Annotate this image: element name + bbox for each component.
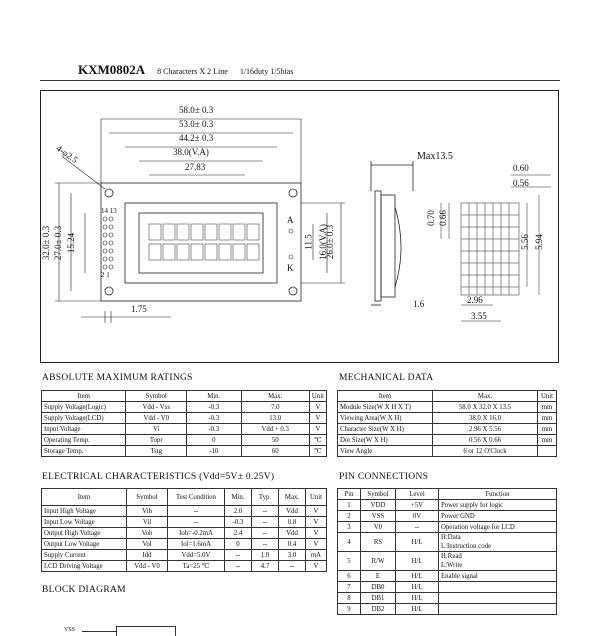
- drawing-svg: [41, 91, 560, 364]
- header: [78, 61, 293, 79]
- dim-070: 0.70: [425, 210, 436, 226]
- table-row: 5 R/W H/L H:Read L:Write: [338, 552, 557, 571]
- backlight-cathode: K: [287, 263, 294, 273]
- col-unit: Unit: [538, 391, 557, 402]
- dim-1524: 15.24: [66, 232, 77, 254]
- block-vss-line: [82, 631, 116, 632]
- table-row: Input Low Voltage Vil -- -0.3 -- 0.8 V: [42, 517, 327, 528]
- dim-53: 53.0± 0.3: [179, 119, 214, 129]
- col-item: Item: [338, 391, 433, 402]
- block-vss-label: VSS: [64, 627, 76, 633]
- dim-355: 3.55: [471, 311, 487, 321]
- mech-title: MECHANICAL DATA: [339, 373, 434, 383]
- header-rule: [40, 80, 560, 81]
- table-row: 2 VSS 0V Power GND: [338, 511, 557, 522]
- dim-16: 1.6: [413, 299, 425, 309]
- backlight-anode: A: [287, 215, 294, 225]
- pins-title: PIN CONNECTIONS: [339, 472, 429, 482]
- table-row: Dot Size(W X H) 0.56 X 0.66 mm: [338, 435, 557, 446]
- col-min: Min.: [187, 391, 242, 402]
- col-pin: Pin: [338, 489, 361, 500]
- col-unit: Unit: [306, 489, 327, 506]
- pin-label-bottom: 2 1: [101, 271, 110, 279]
- elec-title: ELECTRICAL CHARACTERISTICS (Vdd=5V± 0.25V): [42, 472, 275, 482]
- table-row: Character Size(W X H) 2.96 X 5.56 mm: [338, 424, 557, 435]
- dim-066: 0.66: [437, 210, 448, 226]
- dim-corner: 4-φ2.5: [54, 143, 80, 165]
- col-symbol: Symbol: [126, 391, 187, 402]
- col-typ: Typ.: [252, 489, 279, 506]
- col-item: Item: [42, 391, 126, 402]
- table-row: Input High Voltage Vih -- 2.0 -- Vdd V: [42, 506, 327, 517]
- col-level: Level: [396, 489, 439, 500]
- table-row: Operating Temp. Topr 0 50 ℃: [42, 435, 327, 446]
- table-header: [338, 391, 557, 402]
- table-header: [42, 489, 327, 506]
- dim-27: 27.0± 0.3: [53, 225, 64, 261]
- table-row: View Angle 6 or 12 O'Clock: [338, 446, 557, 457]
- table-row: Supply Current Idd Vdd=5.0V -- 1.0 3.0 mA: [42, 550, 327, 561]
- block-title: BLOCK DIAGRAM: [42, 585, 126, 595]
- model-desc: 8 Characters X 2 Line: [157, 67, 228, 76]
- abs-max-table: [41, 390, 327, 457]
- col-test-condition: Test Condition: [168, 489, 225, 506]
- dim-44: 44.2± 0.3: [179, 133, 214, 143]
- table-row: 1 VDD +5V Power supply for logic: [338, 500, 557, 511]
- col-max: Max.: [279, 489, 306, 506]
- col-max: Max.: [433, 391, 538, 402]
- abs-max-title: ABSOLUTE MAXIMUM RATINGS: [42, 373, 193, 383]
- dim-32: 32.0± 0.3: [41, 225, 52, 261]
- dim-060: 0.60: [513, 163, 529, 173]
- table-row: LCD Driving Voltage Vdd - V0 Ta=25 ℃ -- 4.7 -- V: [42, 561, 327, 572]
- dim-556: 5.56: [519, 234, 530, 250]
- dim-16va: 16.0(V.A): [317, 224, 328, 260]
- col-min: Min.: [225, 489, 252, 506]
- table-row: 4 RS H/L H:Data L:Instruction code: [338, 533, 557, 552]
- dim-26: 26.0± 0.3: [325, 224, 336, 260]
- mech-table: [337, 390, 557, 457]
- dim-2783: 27.83: [185, 162, 206, 172]
- model-name: KXM0802A: [78, 62, 146, 77]
- dim-056: 0.56: [513, 178, 529, 188]
- table-row: Module Size(W X H X T) 58.0 X 32.0 X 13.5 mm: [338, 402, 557, 413]
- col-unit: Unit: [309, 391, 326, 402]
- model-duty: 1/16duty 1/5bias: [239, 67, 294, 76]
- block-box: [116, 626, 176, 636]
- pin-label-top: 14 13: [101, 207, 117, 215]
- table-row: Storage Temp. Tstg -10 60 ℃: [42, 446, 327, 457]
- col-symbol: Symbol: [127, 489, 168, 506]
- dim-38: 38.0(V.A): [173, 147, 209, 157]
- table-row: 7 DB0 H/L: [338, 582, 557, 593]
- dim-max135: Max13.5: [417, 151, 453, 162]
- table-row: 9 DB2 H/L: [338, 604, 557, 615]
- table-row: 3 V0 -- Operation voltage for LCD: [338, 522, 557, 533]
- mechanical-drawing: [40, 90, 559, 363]
- col-max: Max.: [241, 391, 309, 402]
- dim-296: 2.96: [467, 295, 483, 305]
- pins-table: [337, 488, 557, 615]
- table-row: 6 E H/L Enable signal: [338, 571, 557, 582]
- col-symbol: Symbol: [361, 489, 396, 500]
- col-function: Function: [439, 489, 557, 500]
- table-row: Output Low Voltage Vol Iol=1.6mA 0 -- 0.4 V: [42, 539, 327, 550]
- table-row: Supply Voltage(Logic) Vdd - Vss -0.3 7.0 V: [42, 402, 327, 413]
- table-row: Output High Voltage Voh Ioh=-0.2mA 2.4 -- Vdd V: [42, 528, 327, 539]
- table-row: Supply Voltage(LCD) Vdd - V0 -0.3 13.0 V: [42, 413, 327, 424]
- table-row: Viewing Area(W X H) 38.0 X 16.0 mm: [338, 413, 557, 424]
- table-row: Input Voltage Vi -0.3 Vdd + 0.3 V: [42, 424, 327, 435]
- dim-594: 5.94: [533, 234, 544, 250]
- dim-115: 11.5: [303, 234, 314, 250]
- col-item: Item: [42, 489, 127, 506]
- table-row: 8 DB1 H/L: [338, 593, 557, 604]
- table-header: [42, 391, 327, 402]
- elec-table: [41, 488, 327, 572]
- dim-58: 58.0± 0.3: [179, 105, 214, 115]
- dim-175: 1.75: [131, 304, 147, 314]
- table-header: [338, 489, 557, 500]
